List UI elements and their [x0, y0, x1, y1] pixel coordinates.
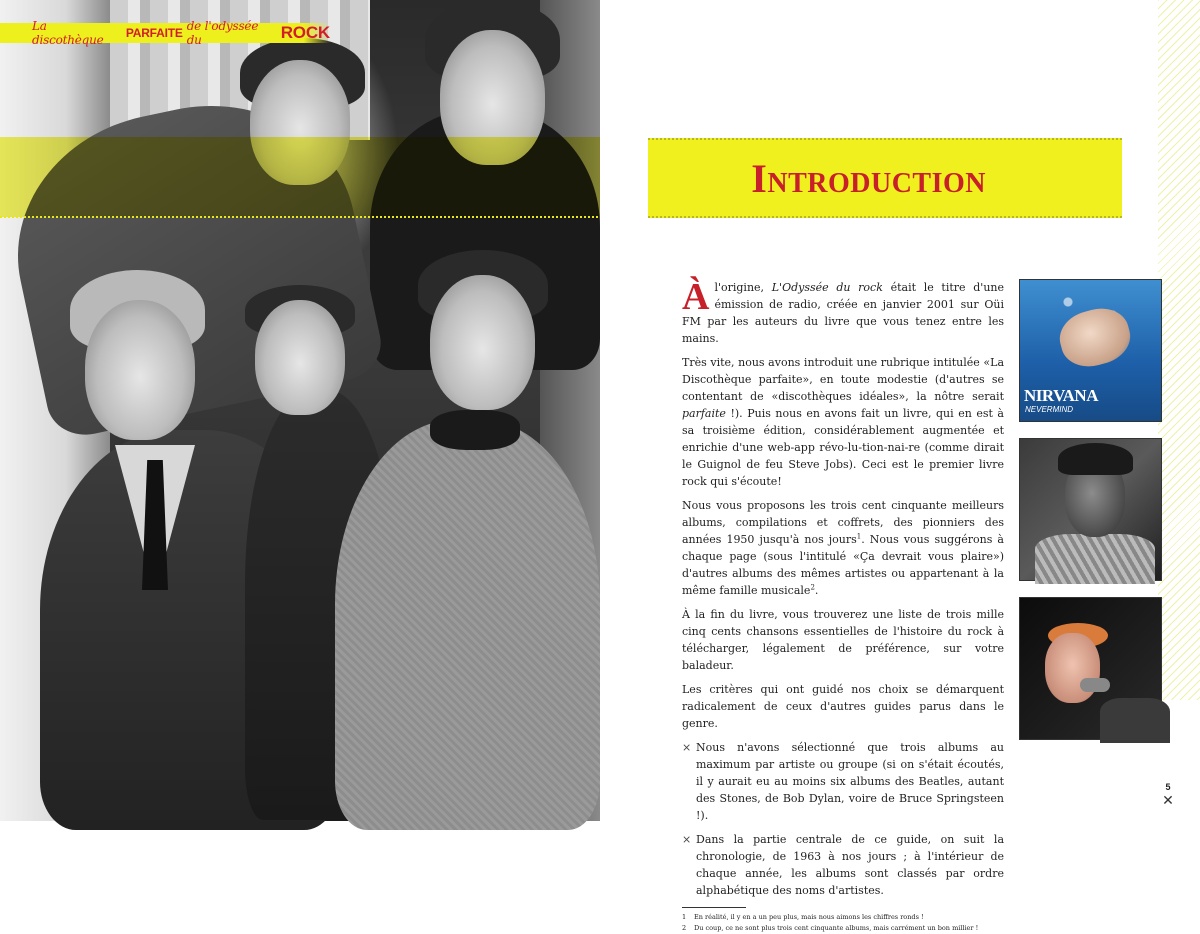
page-number: 5 [1165, 782, 1171, 792]
bullet-cross-icon: × [682, 833, 692, 846]
footnote [682, 912, 1004, 923]
footnote [682, 923, 1004, 934]
page-cross-icon: ✕ [1162, 793, 1174, 809]
photo-face [430, 275, 535, 410]
running-head-bold: PARFAITE [125, 26, 183, 40]
bullet-item [682, 739, 1004, 824]
footnote-ref: 2 [810, 583, 815, 592]
photo-figure-front-right [335, 420, 600, 830]
dropcap: À [682, 276, 710, 318]
running-head-middle: de l'odyssée du [186, 19, 259, 47]
album-subtitle: NEVERMIND [1025, 405, 1074, 414]
footnote-text: Du coup, ce ne sont plus trois cent cinquante albums, mais carrément un bon millier ! [694, 924, 979, 932]
text-span: était le titre d'une émission de radio, créée en janvier 2001 sur Oüi FM par les auteurs du livre que vous tenez entre les mains. [682, 281, 1004, 345]
footnote-number: 2 [682, 924, 687, 932]
title-band [648, 138, 1122, 218]
album-logo: NIRVANA [1024, 386, 1098, 405]
footnote-ref: 1 [856, 532, 862, 541]
bullet-cross-icon: × [682, 741, 692, 754]
paragraph-2 [682, 354, 1004, 490]
yellow-highlight-band [0, 137, 600, 217]
photo-body [1100, 698, 1170, 743]
text-span: . [814, 584, 819, 597]
text-span: l'origine, [714, 281, 772, 294]
bullet-text: Dans la partie centrale de ce guide, on suit la chronologie, de 1963 à nos jours ; à l'intérieur de chaque année, les albums sont classés par ordre alphabétique des noms d'artistes. [696, 833, 1004, 897]
bullet-text: Nous n'avons sélectionné que trois albums au maximum par artiste ou groupe (si on s'était écoutés, il y aurait eu au moins six albums des Beatles, autant des Stones, de Bob Dylan, voire de Bruce Springsteen !). [696, 741, 1004, 822]
footnote-number: 1 [682, 913, 687, 921]
paragraph-1 [682, 276, 1004, 347]
photo-shirt [1035, 534, 1155, 584]
running-head-rock: ROCK [280, 23, 330, 42]
album-photo-singer [1019, 438, 1162, 581]
photo-cap [1058, 443, 1133, 475]
italic-word: parfaite [682, 407, 726, 420]
paragraph-5: Les critères qui ont guidé nos choix se démarquent radicalement de ceux d'autres guides parus dans le genre. [682, 683, 1004, 730]
running-head [0, 19, 330, 47]
photo-face [1045, 633, 1100, 703]
text-span: Très vite, nous avons introduit une rubrique intitulée «La Discothèque parfaite», en toute modestie (d'autres se contentant de «discothèques idéales», la nôtre serait [682, 356, 1004, 403]
photo-face [85, 300, 195, 440]
text-span: . Nous vous suggérons à chaque page (sous l'intitulé «Ça devrait vous plaire») d'autres albums des mêmes artistes ou appartenant à la même famille musicale [682, 533, 1004, 597]
bullet-item [682, 831, 1004, 899]
page-title: Introduction [751, 155, 986, 201]
album-cover-nirvana [1019, 279, 1162, 422]
running-head-prefix: La discothèque [32, 19, 104, 47]
footnote-rule [682, 907, 746, 908]
microphone-icon [1080, 678, 1110, 692]
album-photo-punk-singer [1019, 597, 1162, 740]
cover-photo [0, 0, 600, 821]
body-text [682, 276, 1004, 934]
paragraph-4: À la fin du livre, vous trouverez une liste de trois mille cinq cents chansons essentielles de l'histoire du rock à télécharger, légalement de préférence, sur votre baladeur. [682, 608, 1004, 672]
photo-collar [430, 410, 520, 450]
italic-title: L'Odyssée du rock [771, 281, 883, 294]
paragraph-3 [682, 497, 1004, 599]
text-span: !). Puis nous en avons fait un livre, qui en est à sa troisième édition, considérablement augmentée et enrichie d'une web-app révo-lu-tion-nai-re (comme dirait le Guignol de feu Steve Jobs). Ceci est le premier livre rock qui s'écoute! [682, 407, 1004, 488]
yellow-band-dotted-edge [0, 216, 600, 218]
footnote-text: En réalité, il y en a un peu plus, mais nous aimons les chiffres ronds ! [694, 913, 924, 921]
hatched-margin-decoration [1158, 0, 1200, 700]
text-span: Nous vous proposons les trois cent cinquante meilleurs albums, compilations et coffrets, des pionniers des années 1950 jusqu'à nos jours [682, 499, 1004, 546]
photo-face [255, 300, 345, 415]
